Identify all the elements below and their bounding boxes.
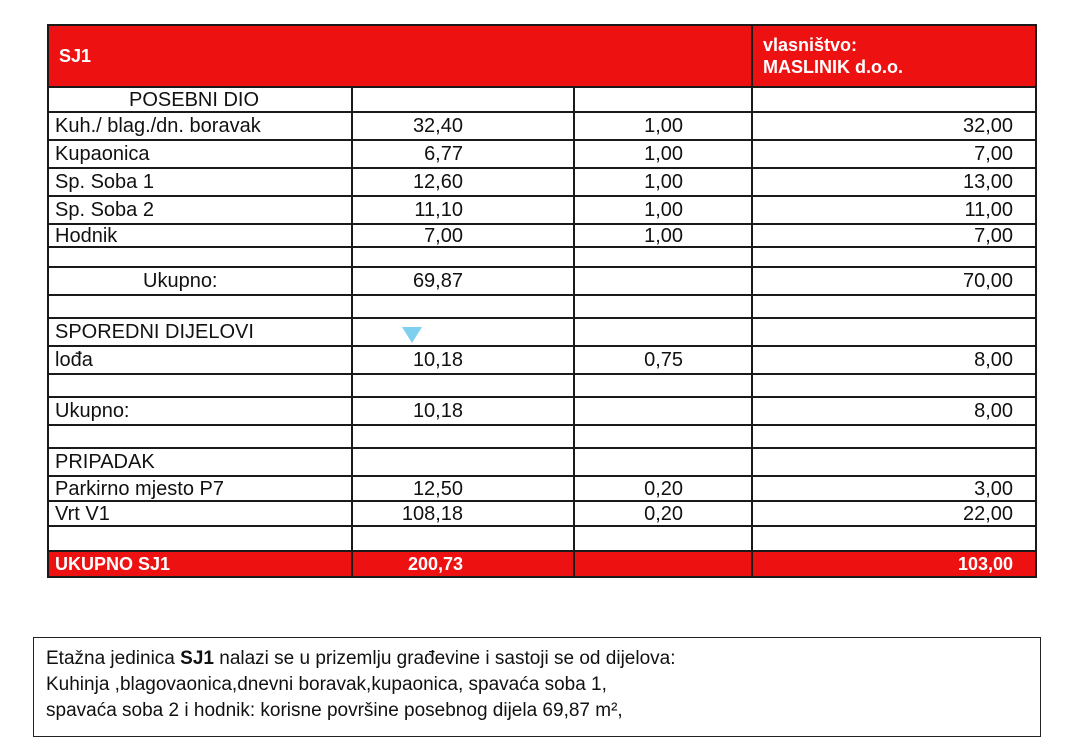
room-result: 13,00 xyxy=(752,168,1036,196)
room-name: Kuh./ blag./dn. boravak xyxy=(48,112,352,140)
empty-cell xyxy=(352,247,574,267)
room-area: 32,40 xyxy=(352,112,574,140)
table-row xyxy=(48,112,1036,140)
empty-cell xyxy=(352,87,574,112)
room-area: 11,10 xyxy=(352,196,574,224)
empty-cell xyxy=(352,425,574,448)
grand-total-label: UKUPNO SJ1 xyxy=(48,551,352,577)
empty-cell xyxy=(352,374,574,397)
spacer-row xyxy=(48,526,1036,551)
empty-cell xyxy=(48,247,352,267)
empty-cell xyxy=(48,526,352,551)
subtotal-row xyxy=(48,397,1036,425)
empty-cell xyxy=(574,551,752,577)
section-header-row xyxy=(48,87,1036,112)
subtotal-label: Ukupno: xyxy=(48,397,352,425)
spacer-row xyxy=(48,247,1036,267)
empty-cell xyxy=(574,318,752,346)
room-result: 7,00 xyxy=(752,224,1036,247)
section-title-pripadak: PRIPADAK xyxy=(48,448,352,476)
empty-cell xyxy=(574,526,752,551)
empty-cell xyxy=(574,87,752,112)
room-result: 32,00 xyxy=(752,112,1036,140)
room-name: Kupaonica xyxy=(48,140,352,168)
section-header-row xyxy=(48,318,1036,346)
empty-cell xyxy=(752,87,1036,112)
room-coef: 1,00 xyxy=(574,168,752,196)
table-row xyxy=(48,140,1036,168)
owner-name: MASLINIK d.o.o. xyxy=(763,57,903,77)
empty-cell xyxy=(752,425,1036,448)
section-title-sporedni: SPOREDNI DIJELOVI xyxy=(48,318,352,346)
room-name: Vrt V1 xyxy=(48,501,352,526)
table-row xyxy=(48,476,1036,501)
empty-cell xyxy=(574,374,752,397)
table-row xyxy=(48,196,1036,224)
empty-cell xyxy=(574,295,752,318)
empty-cell xyxy=(352,318,574,346)
room-result: 3,00 xyxy=(752,476,1036,501)
empty-cell xyxy=(48,374,352,397)
table-row xyxy=(48,168,1036,196)
note-line-1 xyxy=(46,646,1028,672)
room-area: 7,00 xyxy=(352,224,574,247)
empty-cell xyxy=(48,295,352,318)
empty-cell xyxy=(574,267,752,295)
subtotal-area: 69,87 xyxy=(352,267,574,295)
room-area: 12,50 xyxy=(352,476,574,501)
room-coef: 1,00 xyxy=(574,224,752,247)
owner-label: vlasništvo: xyxy=(763,35,858,55)
table-row xyxy=(48,346,1036,374)
room-area: 6,77 xyxy=(352,140,574,168)
table-row xyxy=(48,224,1036,247)
grand-total-result: 103,00 xyxy=(752,551,1036,577)
room-result: 11,00 xyxy=(752,196,1036,224)
note-unit-bold: SJ1 xyxy=(180,648,214,669)
room-name: Parkirno mjesto P7 xyxy=(48,476,352,501)
subtotal-label: Ukupno: xyxy=(48,267,352,295)
header-row xyxy=(48,25,1036,87)
empty-cell xyxy=(752,295,1036,318)
room-coef: 0,20 xyxy=(574,476,752,501)
empty-cell xyxy=(574,397,752,425)
room-coef: 1,00 xyxy=(574,140,752,168)
subtotal-result: 8,00 xyxy=(752,397,1036,425)
spacer-row xyxy=(48,374,1036,397)
subtotal-area: 10,18 xyxy=(352,397,574,425)
subtotal-row xyxy=(48,267,1036,295)
empty-cell xyxy=(752,374,1036,397)
note-text: nalazi se u prizemlju građevine i sastoji se od dijelova: xyxy=(213,648,676,669)
room-coef: 0,20 xyxy=(574,501,752,526)
spacer-row xyxy=(48,425,1036,448)
empty-cell xyxy=(752,448,1036,476)
room-name: Sp. Soba 1 xyxy=(48,168,352,196)
note-line-3: spavaća soba 2 i hodnik: korisne površine posebnog dijela 69,87 m², xyxy=(46,700,623,721)
section-header-row xyxy=(48,448,1036,476)
empty-cell xyxy=(574,425,752,448)
empty-cell xyxy=(574,247,752,267)
section-title-posebni: POSEBNI DIO xyxy=(48,87,352,112)
top-border-fragment xyxy=(40,0,1035,4)
empty-cell xyxy=(752,526,1036,551)
unit-label: SJ1 xyxy=(48,25,752,87)
empty-cell xyxy=(352,526,574,551)
grand-total-row xyxy=(48,551,1036,577)
table-row xyxy=(48,501,1036,526)
spacer-row xyxy=(48,295,1036,318)
empty-cell xyxy=(352,295,574,318)
room-result: 22,00 xyxy=(752,501,1036,526)
empty-cell xyxy=(752,318,1036,346)
room-coef: 0,75 xyxy=(574,346,752,374)
room-area: 12,60 xyxy=(352,168,574,196)
room-result: 8,00 xyxy=(752,346,1036,374)
room-result: 7,00 xyxy=(752,140,1036,168)
room-name: lođa xyxy=(48,346,352,374)
room-coef: 1,00 xyxy=(574,196,752,224)
description-note xyxy=(33,637,1041,737)
watermark-marker xyxy=(402,327,422,343)
room-name: Hodnik xyxy=(48,224,352,247)
empty-cell xyxy=(352,448,574,476)
room-name: Sp. Soba 2 xyxy=(48,196,352,224)
subtotal-result: 70,00 xyxy=(752,267,1036,295)
empty-cell xyxy=(574,448,752,476)
note-text: Etažna jedinica xyxy=(46,648,181,669)
grand-total-area: 200,73 xyxy=(352,551,574,577)
room-area: 10,18 xyxy=(352,346,574,374)
area-table xyxy=(47,24,1037,578)
note-line-2: Kuhinja ,blagovaonica,dnevni boravak,kupaonica, spavaća soba 1, xyxy=(46,674,607,695)
room-area: 108,18 xyxy=(352,501,574,526)
owner-cell xyxy=(752,25,1036,87)
empty-cell xyxy=(752,247,1036,267)
room-coef: 1,00 xyxy=(574,112,752,140)
empty-cell xyxy=(48,425,352,448)
